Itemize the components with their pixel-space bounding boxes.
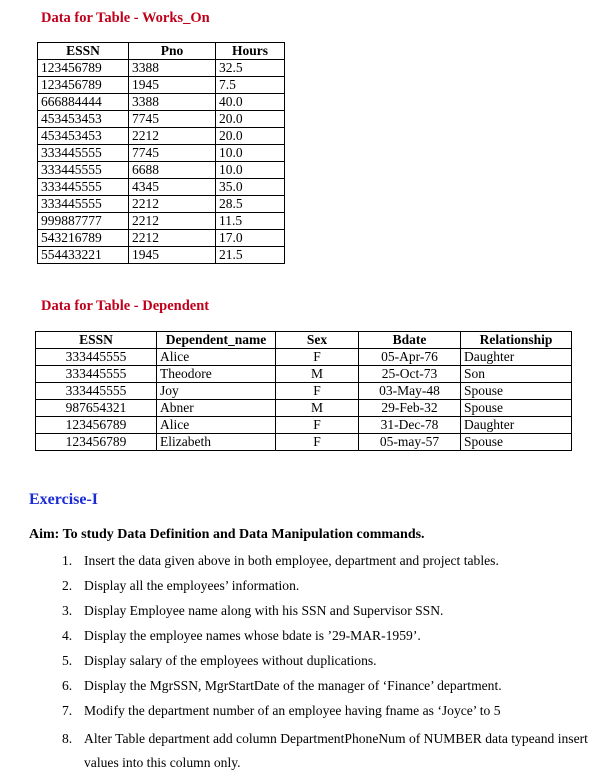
table-cell: Alice bbox=[157, 417, 276, 434]
table-cell: 2212 bbox=[129, 213, 216, 230]
table-cell: M bbox=[276, 366, 359, 383]
table-cell: 3388 bbox=[129, 94, 216, 111]
table-cell: Alice bbox=[157, 349, 276, 366]
table-cell: 453453453 bbox=[38, 128, 129, 145]
dependent-table bbox=[35, 331, 572, 451]
table-cell: 554433221 bbox=[38, 247, 129, 264]
table-header-row bbox=[36, 332, 572, 349]
table-cell: 333445555 bbox=[38, 162, 129, 179]
table-row bbox=[38, 179, 285, 196]
table-cell: F bbox=[276, 383, 359, 400]
table-row bbox=[38, 60, 285, 77]
table-cell: 28.5 bbox=[216, 196, 285, 213]
table-cell: Daughter bbox=[461, 349, 572, 366]
list-item bbox=[62, 727, 592, 773]
list-item bbox=[62, 602, 592, 627]
table-cell: M bbox=[276, 400, 359, 417]
table-cell: Spouse bbox=[461, 434, 572, 451]
list-item-text: Display all the employees’ information. bbox=[84, 578, 300, 593]
table-cell: 32.5 bbox=[216, 60, 285, 77]
table-cell: Spouse bbox=[461, 400, 572, 417]
table-cell: 35.0 bbox=[216, 179, 285, 196]
table-cell: 6688 bbox=[129, 162, 216, 179]
list-item-number: 4. bbox=[62, 628, 73, 643]
table-cell: 123456789 bbox=[38, 60, 129, 77]
list-item bbox=[62, 652, 592, 677]
table-cell: Daughter bbox=[461, 417, 572, 434]
table-row bbox=[36, 383, 572, 400]
table-cell: 333445555 bbox=[36, 366, 157, 383]
table-cell: 333445555 bbox=[38, 179, 129, 196]
table-cell: 123456789 bbox=[36, 434, 157, 451]
table-cell: 2212 bbox=[129, 196, 216, 213]
list-item-number: 3. bbox=[62, 603, 73, 618]
list-item bbox=[62, 577, 592, 602]
table-cell: Theodore bbox=[157, 366, 276, 383]
table-cell: 543216789 bbox=[38, 230, 129, 247]
column-header: Sex bbox=[276, 332, 359, 349]
list-item-number: 5. bbox=[62, 653, 73, 668]
list-item-text: Modify the department number of an employee having fname as ‘Joyce’ to 5 bbox=[84, 703, 501, 718]
works-on-title: Data for Table - Works_On bbox=[41, 10, 210, 26]
table-header-row bbox=[38, 43, 285, 60]
table-cell: F bbox=[276, 434, 359, 451]
table-cell: 4345 bbox=[129, 179, 216, 196]
table-cell: Son bbox=[461, 366, 572, 383]
table-cell: 333445555 bbox=[36, 383, 157, 400]
column-header: ESSN bbox=[38, 43, 129, 60]
exercise-title: Exercise-I bbox=[29, 491, 99, 508]
column-header: ESSN bbox=[36, 332, 157, 349]
table-row bbox=[38, 128, 285, 145]
list-item-text: Display Employee name along with his SSN and Supervisor SSN. bbox=[84, 603, 444, 618]
table-cell: 05-Apr-76 bbox=[359, 349, 461, 366]
table-cell: 03-May-48 bbox=[359, 383, 461, 400]
table-cell: 1945 bbox=[129, 247, 216, 264]
table-cell: 7745 bbox=[129, 145, 216, 162]
table-row bbox=[36, 434, 572, 451]
table-cell: 333445555 bbox=[38, 196, 129, 213]
column-header: Hours bbox=[216, 43, 285, 60]
table-cell: 2212 bbox=[129, 230, 216, 247]
table-cell: Abner bbox=[157, 400, 276, 417]
table-cell: 453453453 bbox=[38, 111, 129, 128]
table-cell: 20.0 bbox=[216, 128, 285, 145]
table-row bbox=[36, 400, 572, 417]
table-cell: 40.0 bbox=[216, 94, 285, 111]
table-cell: 21.5 bbox=[216, 247, 285, 264]
table-cell: 17.0 bbox=[216, 230, 285, 247]
table-cell: 31-Dec-78 bbox=[359, 417, 461, 434]
column-header: Dependent_name bbox=[157, 332, 276, 349]
list-item bbox=[62, 627, 592, 652]
column-header: Relationship bbox=[461, 332, 572, 349]
table-row bbox=[36, 349, 572, 366]
table-row bbox=[36, 366, 572, 383]
table-cell: 11.5 bbox=[216, 213, 285, 230]
list-item-text: Alter Table department add column DepartmentPhoneNum of NUMBER data typeand insert values into this column only. bbox=[84, 731, 588, 770]
list-item-number: 2. bbox=[62, 578, 73, 593]
table-cell: F bbox=[276, 349, 359, 366]
table-row bbox=[38, 77, 285, 94]
table-cell: 987654321 bbox=[36, 400, 157, 417]
list-item-text: Display the MgrSSN, MgrStartDate of the manager of ‘Finance’ department. bbox=[84, 678, 502, 693]
list-item-text: Display the employee names whose bdate is ’29-MAR-1959’. bbox=[84, 628, 421, 643]
list-item-number: 1. bbox=[62, 553, 73, 568]
list-item-number: 7. bbox=[62, 703, 73, 718]
list-item-number: 8. bbox=[62, 731, 73, 746]
list-item-text: Insert the data given above in both employee, department and project tables. bbox=[84, 553, 499, 568]
table-cell: 999887777 bbox=[38, 213, 129, 230]
table-cell: 666884444 bbox=[38, 94, 129, 111]
table-row bbox=[38, 94, 285, 111]
table-cell: 05-may-57 bbox=[359, 434, 461, 451]
table-cell: 123456789 bbox=[36, 417, 157, 434]
table-row bbox=[36, 417, 572, 434]
table-cell: Joy bbox=[157, 383, 276, 400]
table-cell: 1945 bbox=[129, 77, 216, 94]
table-cell: 10.0 bbox=[216, 145, 285, 162]
aim-statement: Aim: To study Data Definition and Data Manipulation commands. bbox=[29, 527, 425, 542]
table-cell: Elizabeth bbox=[157, 434, 276, 451]
list-item bbox=[62, 552, 592, 577]
task-list bbox=[62, 552, 592, 773]
column-header: Bdate bbox=[359, 332, 461, 349]
table-cell: 20.0 bbox=[216, 111, 285, 128]
table-cell: Spouse bbox=[461, 383, 572, 400]
table-row bbox=[38, 111, 285, 128]
table-cell: 2212 bbox=[129, 128, 216, 145]
table-cell: 123456789 bbox=[38, 77, 129, 94]
table-cell: 3388 bbox=[129, 60, 216, 77]
table-cell: F bbox=[276, 417, 359, 434]
list-item bbox=[62, 702, 592, 727]
table-cell: 333445555 bbox=[38, 145, 129, 162]
table-cell: 25-Oct-73 bbox=[359, 366, 461, 383]
table-row bbox=[38, 196, 285, 213]
column-header: Pno bbox=[129, 43, 216, 60]
table-row bbox=[38, 230, 285, 247]
table-row bbox=[38, 213, 285, 230]
table-row bbox=[38, 247, 285, 264]
table-cell: 7745 bbox=[129, 111, 216, 128]
list-item bbox=[62, 677, 592, 702]
table-cell: 29-Feb-32 bbox=[359, 400, 461, 417]
works-on-table bbox=[37, 42, 285, 264]
table-row bbox=[38, 145, 285, 162]
table-cell: 10.0 bbox=[216, 162, 285, 179]
list-item-text: Display salary of the employees without duplications. bbox=[84, 653, 377, 668]
dependent-title: Data for Table - Dependent bbox=[41, 298, 210, 314]
list-item-number: 6. bbox=[62, 678, 73, 693]
table-cell: 7.5 bbox=[216, 77, 285, 94]
table-row bbox=[38, 162, 285, 179]
table-cell: 333445555 bbox=[36, 349, 157, 366]
